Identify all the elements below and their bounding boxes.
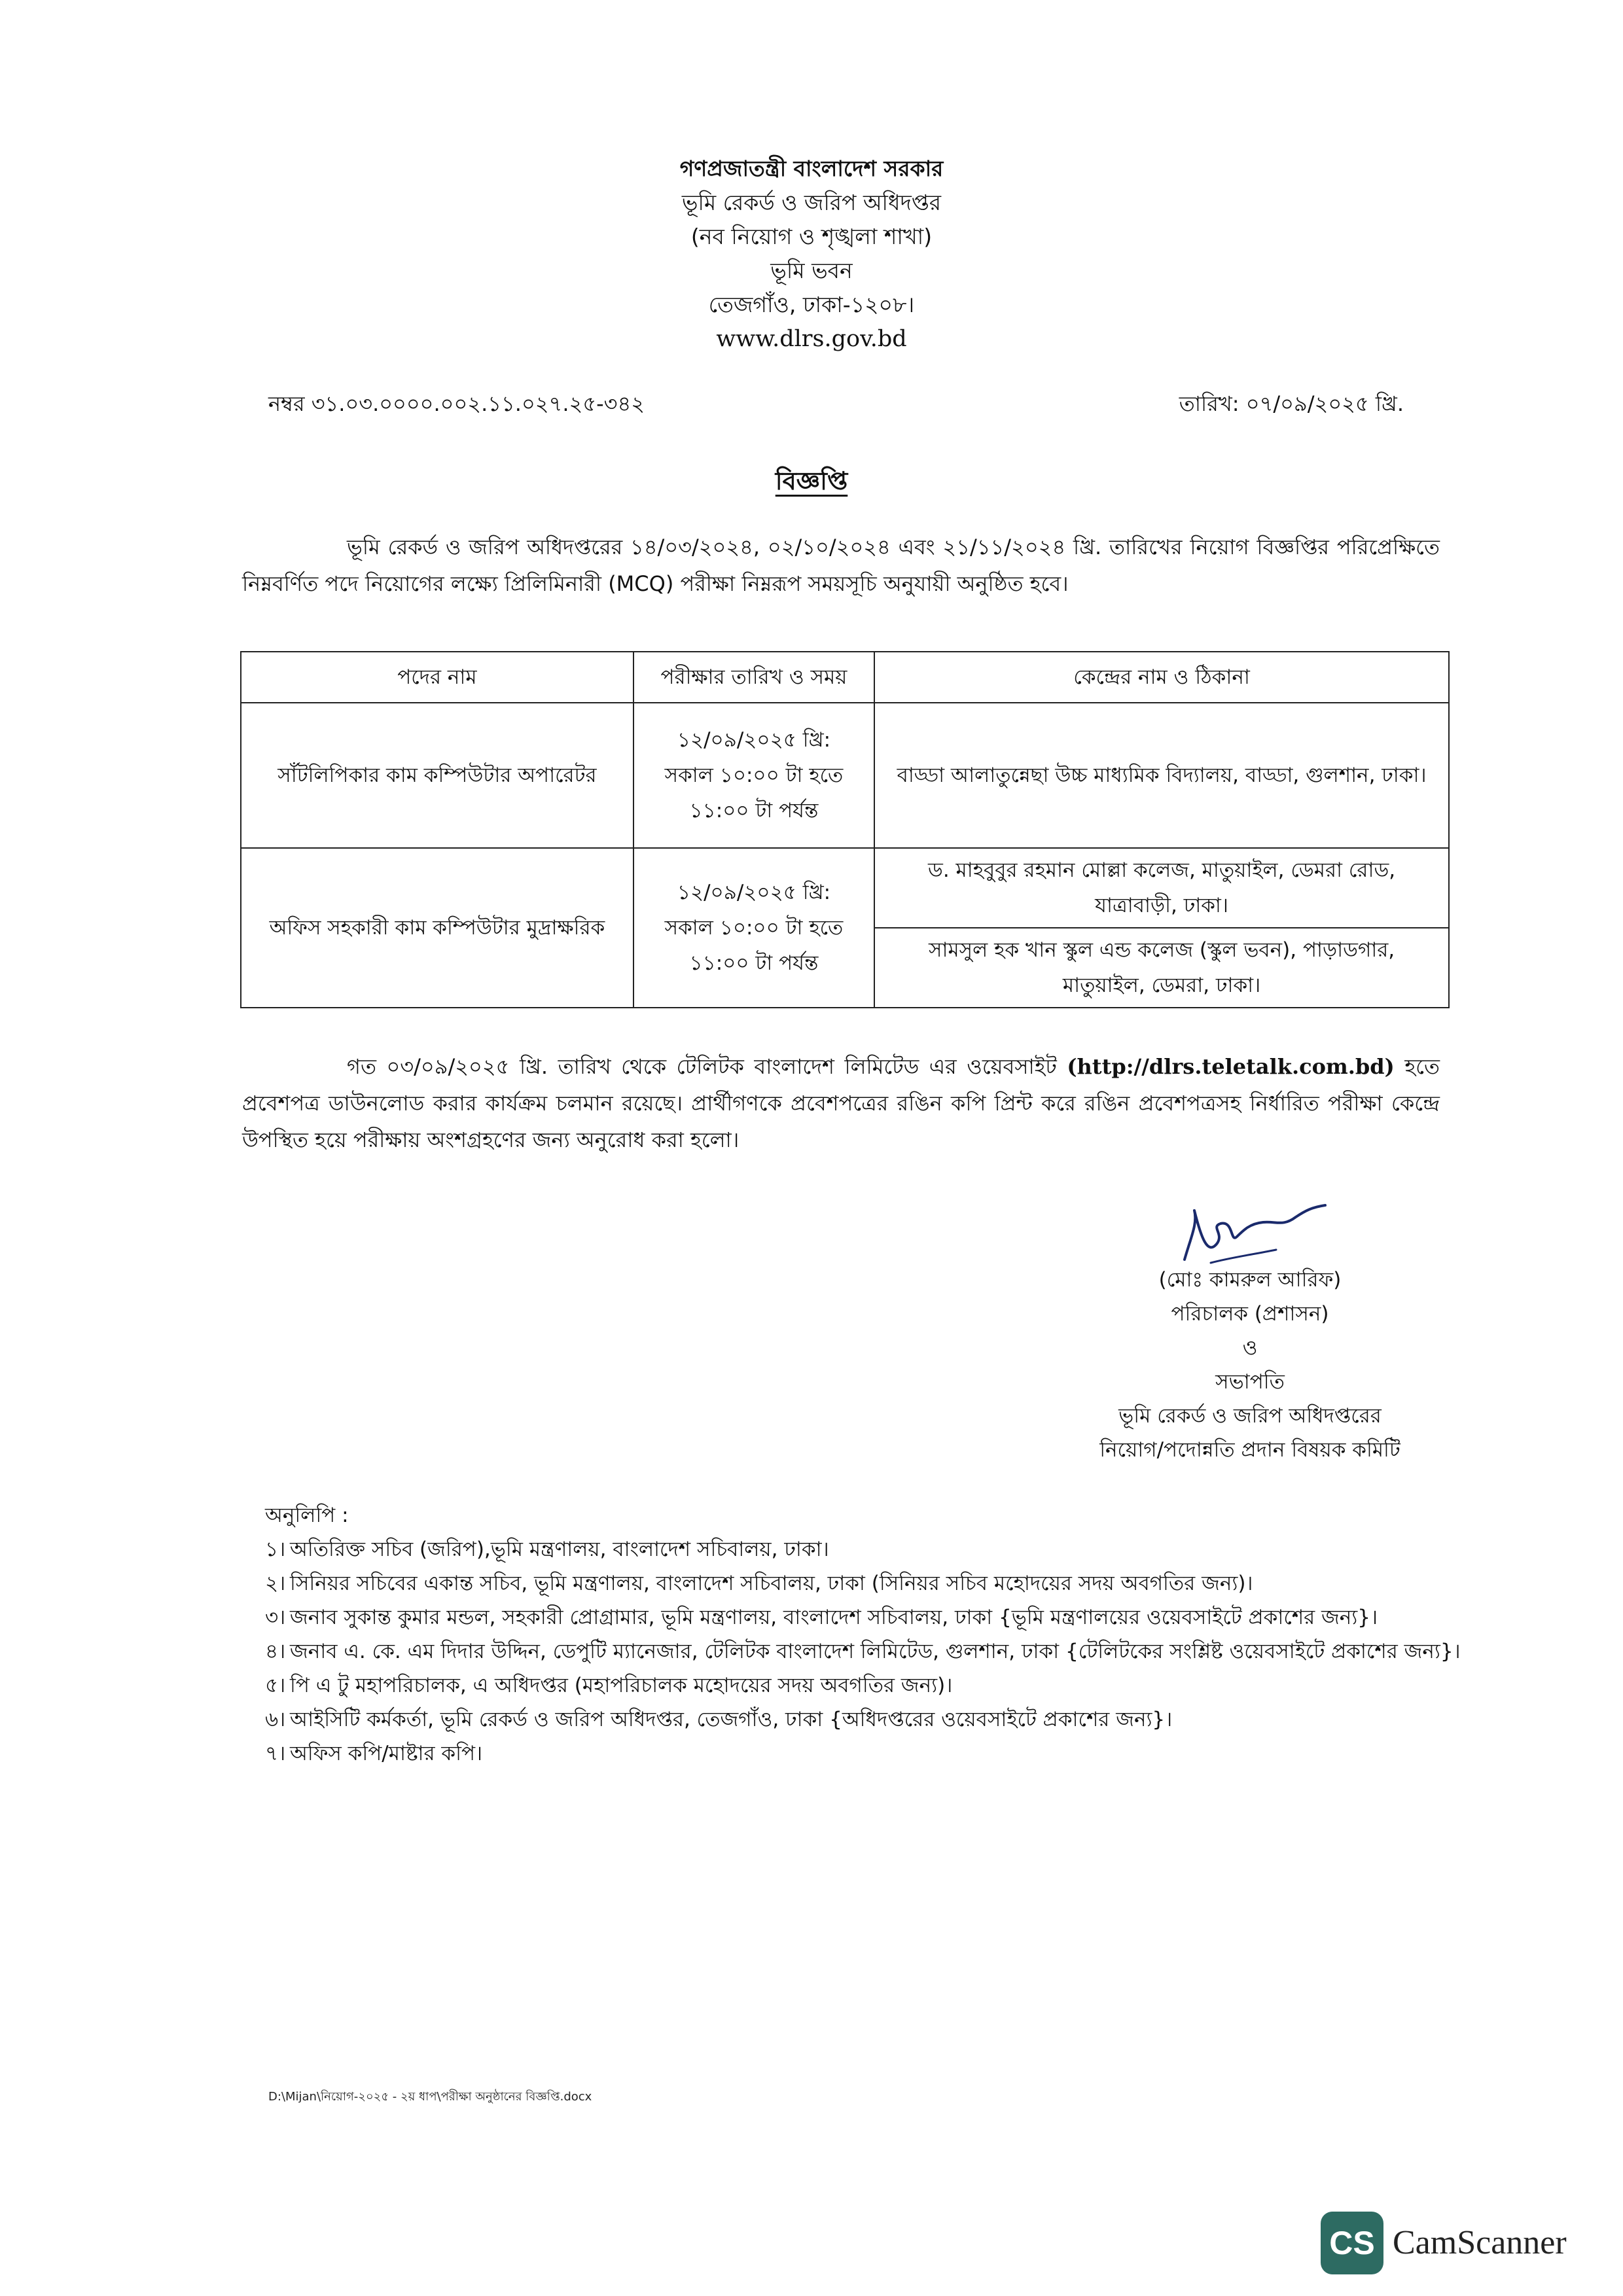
item-number: ১। bbox=[265, 1538, 286, 1561]
center-line: সামসুল হক খান স্কুল এন্ড কলেজ (স্কুল ভবন), পাড়াডগার, bbox=[928, 938, 1395, 962]
item-text: জনাব এ. কে. এম দিদার উদ্দিন, ডেপুটি ম্যানেজার, টেলিটক বাংলাদেশ লিমিটেড, গুলশান, ঢাকা {টেলিটকের সংশ্লিষ্ট ওয়েবসাইটে প্রকাশের জন্য}। bbox=[290, 1640, 1461, 1663]
signature-block bbox=[1021, 1263, 1479, 1467]
list-item bbox=[265, 1566, 1476, 1600]
government-name: গণপ্রজাতন্ত্রী বাংলাদেশ সরকার bbox=[679, 156, 944, 181]
header-post: পদের নাম bbox=[241, 652, 633, 703]
signatory-role: সভাপতি bbox=[1215, 1370, 1285, 1394]
table-row bbox=[241, 848, 1449, 928]
website: www.dlrs.gov.bd bbox=[716, 326, 907, 352]
exam-datetime bbox=[633, 848, 874, 1008]
intro-paragraph bbox=[242, 529, 1440, 602]
exam-center bbox=[874, 848, 1449, 928]
branch-name: (নব নিয়োগ ও শৃঙ্খলা শাখা) bbox=[690, 224, 933, 249]
center-line: যাত্রাবাড়ী, ঢাকা। bbox=[1095, 894, 1228, 917]
item-number: ৫। bbox=[265, 1674, 286, 1697]
exam-datetime bbox=[633, 703, 874, 848]
list-item bbox=[265, 1737, 1476, 1771]
item-text: পি এ টু মহাপরিচালক, এ অধিদপ্তর (মহাপরিচালক মহোদয়ের সদয় অবগতির জন্য)। bbox=[290, 1674, 953, 1697]
copy-heading: অনুলিপি : bbox=[265, 1504, 349, 1527]
center-line: মাতুয়াইল, ডেমরা, ঢাকা। bbox=[1062, 974, 1261, 997]
notice-title: বিজ্ঞপ্তি bbox=[775, 467, 848, 495]
item-text: অতিরিক্ত সচিব (জরিপ),ভূমি মন্ত্রণালয়, বাংলাদেশ সচিবালয়, ঢাকা। bbox=[290, 1538, 829, 1561]
signatory-org: ভূমি রেকর্ড ও জরিপ অধিদপ্তরের bbox=[1118, 1404, 1382, 1428]
list-item bbox=[265, 1532, 1476, 1566]
admit-card-paragraph bbox=[242, 1048, 1440, 1158]
intro-text: ভূমি রেকর্ড ও জরিপ অধিদপ্তরের ১৪/০৩/২০২৪, ০২/১০/২০২৪ এবং ২১/১১/২০২৪ খ্রি. তারিখের নিয়োগ বিজ্ঞপ্তির পরিপ্রেক্ষিতে নিম্নবর্ণিত পদে নিয়োগের লক্ষ্যে প্রিলিমিনারী (MCQ) পরীক্ষা নিম্নরূপ সময়সূচি অনুযায়ী অনুষ্ঠিত হবে। bbox=[242, 535, 1440, 596]
table-header-row bbox=[241, 652, 1449, 703]
memo-number: নম্বর ৩১.০৩.০০০০.০০২.১১.০২৭.২৫-৩৪২ bbox=[268, 391, 645, 416]
post-name: সাঁটলিপিকার কাম কম্পিউটার অপারেটর bbox=[241, 703, 633, 848]
item-number: ৬। bbox=[265, 1708, 286, 1731]
exam-date: ১২/০৯/২০২৫ খ্রি: bbox=[677, 728, 831, 752]
signatory-committee: নিয়োগ/পদোন্নতি প্রদান বিষয়ক কমিটি bbox=[1099, 1438, 1400, 1462]
signatory-name: (মোঃ কামরুল আরিফ) bbox=[1158, 1268, 1342, 1292]
item-text: সিনিয়র সচিবের একান্ত সচিব, ভূমি মন্ত্রণালয়, বাংলাদেশ সচিবালয়, ঢাকা (সিনিয়র সচিব মহোদয়ের সদয় অবগতির জন্য)। bbox=[290, 1572, 1253, 1595]
issue-date: তারিখ: ০৭/০৯/২০২৫ খ্রি. bbox=[1179, 391, 1404, 416]
exam-time-from: সকাল ১০:০০ টা হতে bbox=[664, 764, 844, 787]
post-name: অফিস সহকারী কাম কম্পিউটার মুদ্রাক্ষরিক bbox=[241, 848, 633, 1008]
exam-time-to: ১১:০০ টা পর্যন্ত bbox=[689, 799, 819, 822]
teletalk-url: (http://dlrs.teletalk.com.bd) bbox=[1067, 1054, 1395, 1079]
exam-date: ১২/০৯/২০২৫ খ্রি: bbox=[677, 881, 831, 904]
notice-text-1: গত ০৩/০৯/২০২৫ খ্রি. তারিখ থেকে টেলিটক বাংলাদেশ লিমিটেড এর ওয়েবসাইট bbox=[347, 1054, 1057, 1079]
item-text: জনাব সুকান্ত কুমার মন্ডল, সহকারী প্রোগ্রামার, ভূমি মন্ত্রণালয়, বাংলাদেশ সচিবালয়, ঢাকা {ভূমি মন্ত্রণালয়ের ওয়েবসাইটে প্রকাশের জন্য}। bbox=[290, 1606, 1378, 1629]
department-name: ভূমি রেকর্ড ও জরিপ অধিদপ্তর bbox=[681, 190, 942, 215]
file-path: D:\Mijan\নিয়োগ-২০২৫ - ২য় ধাপ\পরীক্ষা অনুষ্ঠানের বিজ্ঞপ্তি.docx bbox=[268, 2090, 592, 2104]
camscanner-logo-icon: CS bbox=[1321, 2212, 1383, 2274]
building-name: ভূমি ভবন bbox=[770, 258, 853, 283]
list-item bbox=[265, 1669, 1476, 1703]
item-number: ৭। bbox=[265, 1742, 286, 1765]
header-datetime: পরীক্ষার তারিখ ও সময় bbox=[633, 652, 874, 703]
exam-center bbox=[874, 928, 1449, 1008]
item-number: ২। bbox=[265, 1572, 286, 1595]
exam-center: বাড্ডা আলাতুন্নেছা উচ্চ মাধ্যমিক বিদ্যালয়, বাড্ডা, গুলশান, ঢাকা। bbox=[874, 703, 1449, 848]
letterhead bbox=[0, 152, 1623, 356]
copy-distribution bbox=[265, 1498, 1476, 1771]
exam-time-to: ১১:০০ টা পর্যন্ত bbox=[689, 951, 819, 975]
list-item bbox=[265, 1600, 1476, 1634]
item-number: ৪। bbox=[265, 1640, 286, 1663]
address: তেজগাঁও, ঢাকা-১২০৮। bbox=[708, 292, 915, 317]
table-row bbox=[241, 703, 1449, 848]
header-center: কেন্দ্রের নাম ও ঠিকানা bbox=[874, 652, 1449, 703]
list-item bbox=[265, 1703, 1476, 1737]
camscanner-watermark: CamScanner bbox=[1393, 2224, 1567, 2261]
item-text: অফিস কপি/মাষ্টার কপি। bbox=[290, 1742, 483, 1765]
item-number: ৩। bbox=[265, 1606, 286, 1629]
list-item bbox=[265, 1634, 1476, 1669]
conjunction: ও bbox=[1242, 1336, 1258, 1360]
exam-time-from: সকাল ১০:০০ টা হতে bbox=[664, 916, 844, 940]
notice-text-2: হতে প্রবেশপত্র ডাউনলোড করার কার্যক্রম চলমান রয়েছে। প্রার্থীগণকে প্রবেশপত্রের রঙিন কপি প্রিন্ট করে রঙিন প্রবেশপত্রসহ নির্ধারিত পরীক্ষা কেন্দ্রে উপস্থিত হয়ে পরীক্ষায় অংশগ্রহণের জন্য অনুরোধ করা হলো। bbox=[242, 1054, 1440, 1152]
center-line: ড. মাহবুবুর রহমান মোল্লা কলেজ, মাতুয়াইল, ডেমরা রোড, bbox=[928, 858, 1396, 882]
signatory-designation: পরিচালক (প্রশাসন) bbox=[1171, 1302, 1329, 1326]
exam-schedule-table bbox=[240, 651, 1450, 1008]
item-text: আইসিটি কর্মকর্তা, ভূমি রেকর্ড ও জরিপ অধিদপ্তর, তেজগাঁও, ঢাকা {অধিদপ্তরের ওয়েবসাইটে প্রকাশের জন্য}। bbox=[290, 1708, 1173, 1731]
